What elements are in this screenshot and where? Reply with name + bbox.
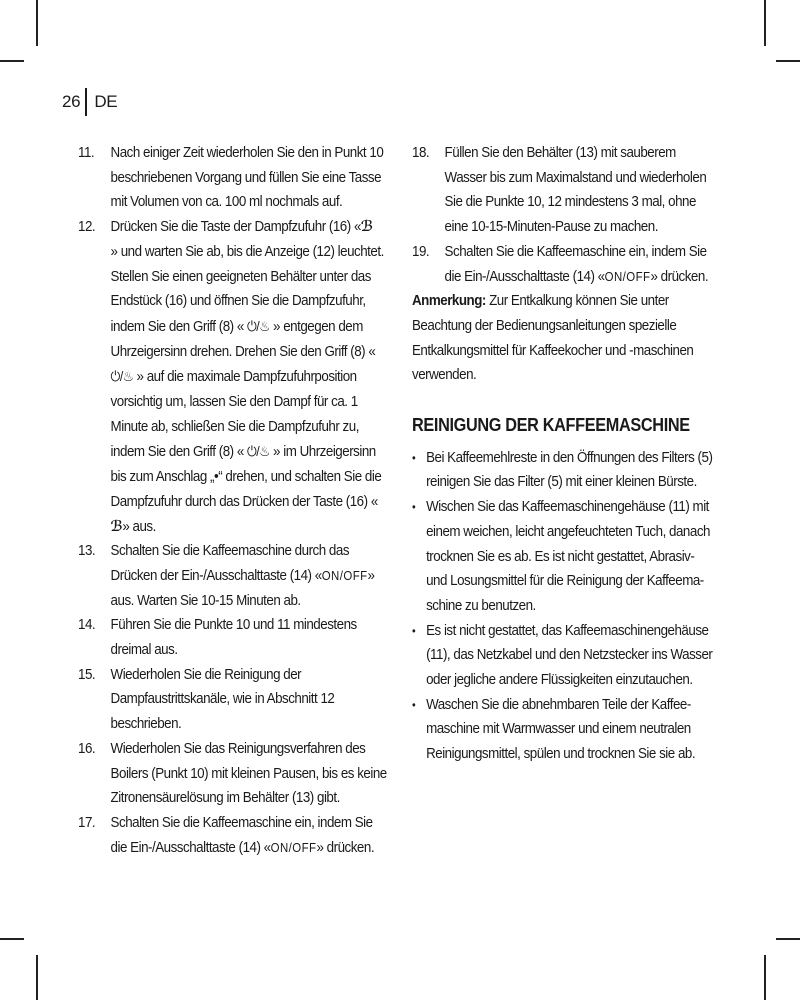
- bullet-item: • Wischen Sie das Kaffeemaschinengehäuse (11) mit einem weichen, leicht angefeuchteten Tuch, danach trocknen Sie es ab. Es ist nicht gestattet, Abrasiv- und Losungsmittel für die Reinigung der Kaffeema-schine zu benutzen.: [412, 495, 717, 619]
- crop-mark: [776, 60, 800, 62]
- page-number: 26: [62, 92, 81, 111]
- crop-mark: [764, 955, 766, 1000]
- step-15: 15. Wiederholen Sie die Reinigung der Dampfaustrittskanäle, wie in Abschnitt 12 beschrieben.: [78, 665, 335, 733]
- step-11: 11. Nach einiger Zeit wiederholen Sie den in Punkt 10 beschriebenen Vorgang und füllen Sie eine Tasse mit Volumen von ca. 100 ml nochmals auf.: [78, 144, 384, 211]
- steam-valve-icon: ⏻/♨: [247, 317, 270, 334]
- bullet-icon: •: [412, 623, 416, 638]
- bullet-item: • Es ist nicht gestattet, das Kaffeemaschinengehäuse (11), das Netzkabel und den Netzstecker ins Wasser oder jegliche andere Flüssigkeiten einzutauchen.: [412, 619, 717, 693]
- on-off-icon: ON/OFF: [270, 839, 317, 855]
- step-12: 12. Drücken Sie die Taste der Dampfzufuhr (16) «ℬ » und warten Sie ab, bis die Anzeige (12) leuchtet. Stellen Sie einen geeigneten Behälter unter das Endstück (16) und öffnen Sie die Dampfzufuhr, indem Sie den Griff (8) « ⏻/♨ » entgegen dem Uhrzeigersinn drehen. Drehen Sie den Griff (8) « ⏻/♨ » auf die maximale Dampfzufuhrposition vorsichtig um, lassen Sie den Dampf für ca. 1 Minute ab, schließen Sie die Dampfzufuhr zu, indem Sie den Griff (8) « ⏻/♨ » im Uhrzeigersinn bis zum Anschlag „•“ drehen, und schalten Sie die Dampfzufuhr durch das Drücken der Taste (16) « ℬ» aus.: [78, 215, 392, 539]
- on-off-icon: ON/OFF: [321, 567, 368, 583]
- bullet-item: • Bei Kaffeemehlreste in den Öffnungen des Filters (5) reinigen Sie das Filter (5) mit einer kleinen Bürste.: [412, 446, 717, 495]
- right-column: [412, 141, 717, 767]
- bullet-icon: •: [412, 697, 416, 712]
- crop-mark: [0, 938, 24, 940]
- crop-mark: [36, 955, 38, 1000]
- step-13: 13. Schalten Sie die Kaffeemaschine durch das Drücken der Ein-/Ausschalttaste (14) «ON/OFF» aus. Warten Sie 10-15 Minuten ab.: [78, 542, 375, 609]
- left-column: [78, 141, 392, 860]
- bullet-item: • Waschen Sie die abnehmbaren Teile der Kaffee-maschine mit Warmwasser und einem neutralen Reinigungsmittel, spülen und trocknen Sie sie ab.: [412, 693, 717, 767]
- section-heading: REINIGUNG DER KAFFEEMASCHINE: [412, 414, 690, 436]
- steam-key-icon: ℬ: [360, 218, 373, 236]
- bullet-icon: •: [412, 450, 416, 465]
- on-off-icon: ON/OFF: [604, 268, 651, 284]
- note-text: Zur Entkalkung können Sie unter Beachtung der Bedienungsanleitungen spezielle Entkalkungsmittel für Kaffeekocher und -maschinen verwenden.: [412, 292, 694, 384]
- step-18: 18. Füllen Sie den Behälter (13) mit sauberem Wasser bis zum Maximalstand und wiederholen Sie die Punkte 10, 12 mindestens 3 mal, ohne eine 10-15-Minuten-Pause zu machen.: [412, 144, 707, 236]
- bullet-icon: •: [412, 500, 416, 515]
- steam-valve-icon: ⏻/♨: [110, 368, 134, 385]
- crop-mark: [36, 0, 38, 46]
- crop-mark: [776, 938, 800, 940]
- steam-key-icon: ℬ: [110, 517, 123, 535]
- crop-mark: [764, 0, 766, 46]
- step-17: 17. Schalten Sie die Kaffeemaschine ein, indem Sie die Ein-/Ausschalttaste (14) «ON/OFF» drücken.: [78, 811, 392, 860]
- step-16: 16. Wiederholen Sie das Reinigungsverfahren des Boilers (Punkt 10) mit kleinen Pausen, bis es keine Zitronensäurelösung im Behälter (13) gibt.: [78, 739, 387, 807]
- language-code: DE: [94, 92, 118, 111]
- header-divider: [85, 88, 87, 116]
- steam-valve-icon: ⏻/♨: [247, 443, 270, 460]
- crop-mark: [0, 60, 24, 62]
- page-header: [62, 88, 117, 116]
- step-19: 19. Schalten Sie die Kaffeemaschine ein, indem Sie die Ein-/Ausschalttaste (14) «ON/OFF» drücken.: [412, 240, 717, 289]
- step-14: 14. Führen Sie die Punkte 10 und 11 mindestens dreimal aus.: [78, 616, 357, 659]
- note-label: Anmerkung:: [412, 292, 486, 310]
- note-paragraph: [412, 289, 717, 388]
